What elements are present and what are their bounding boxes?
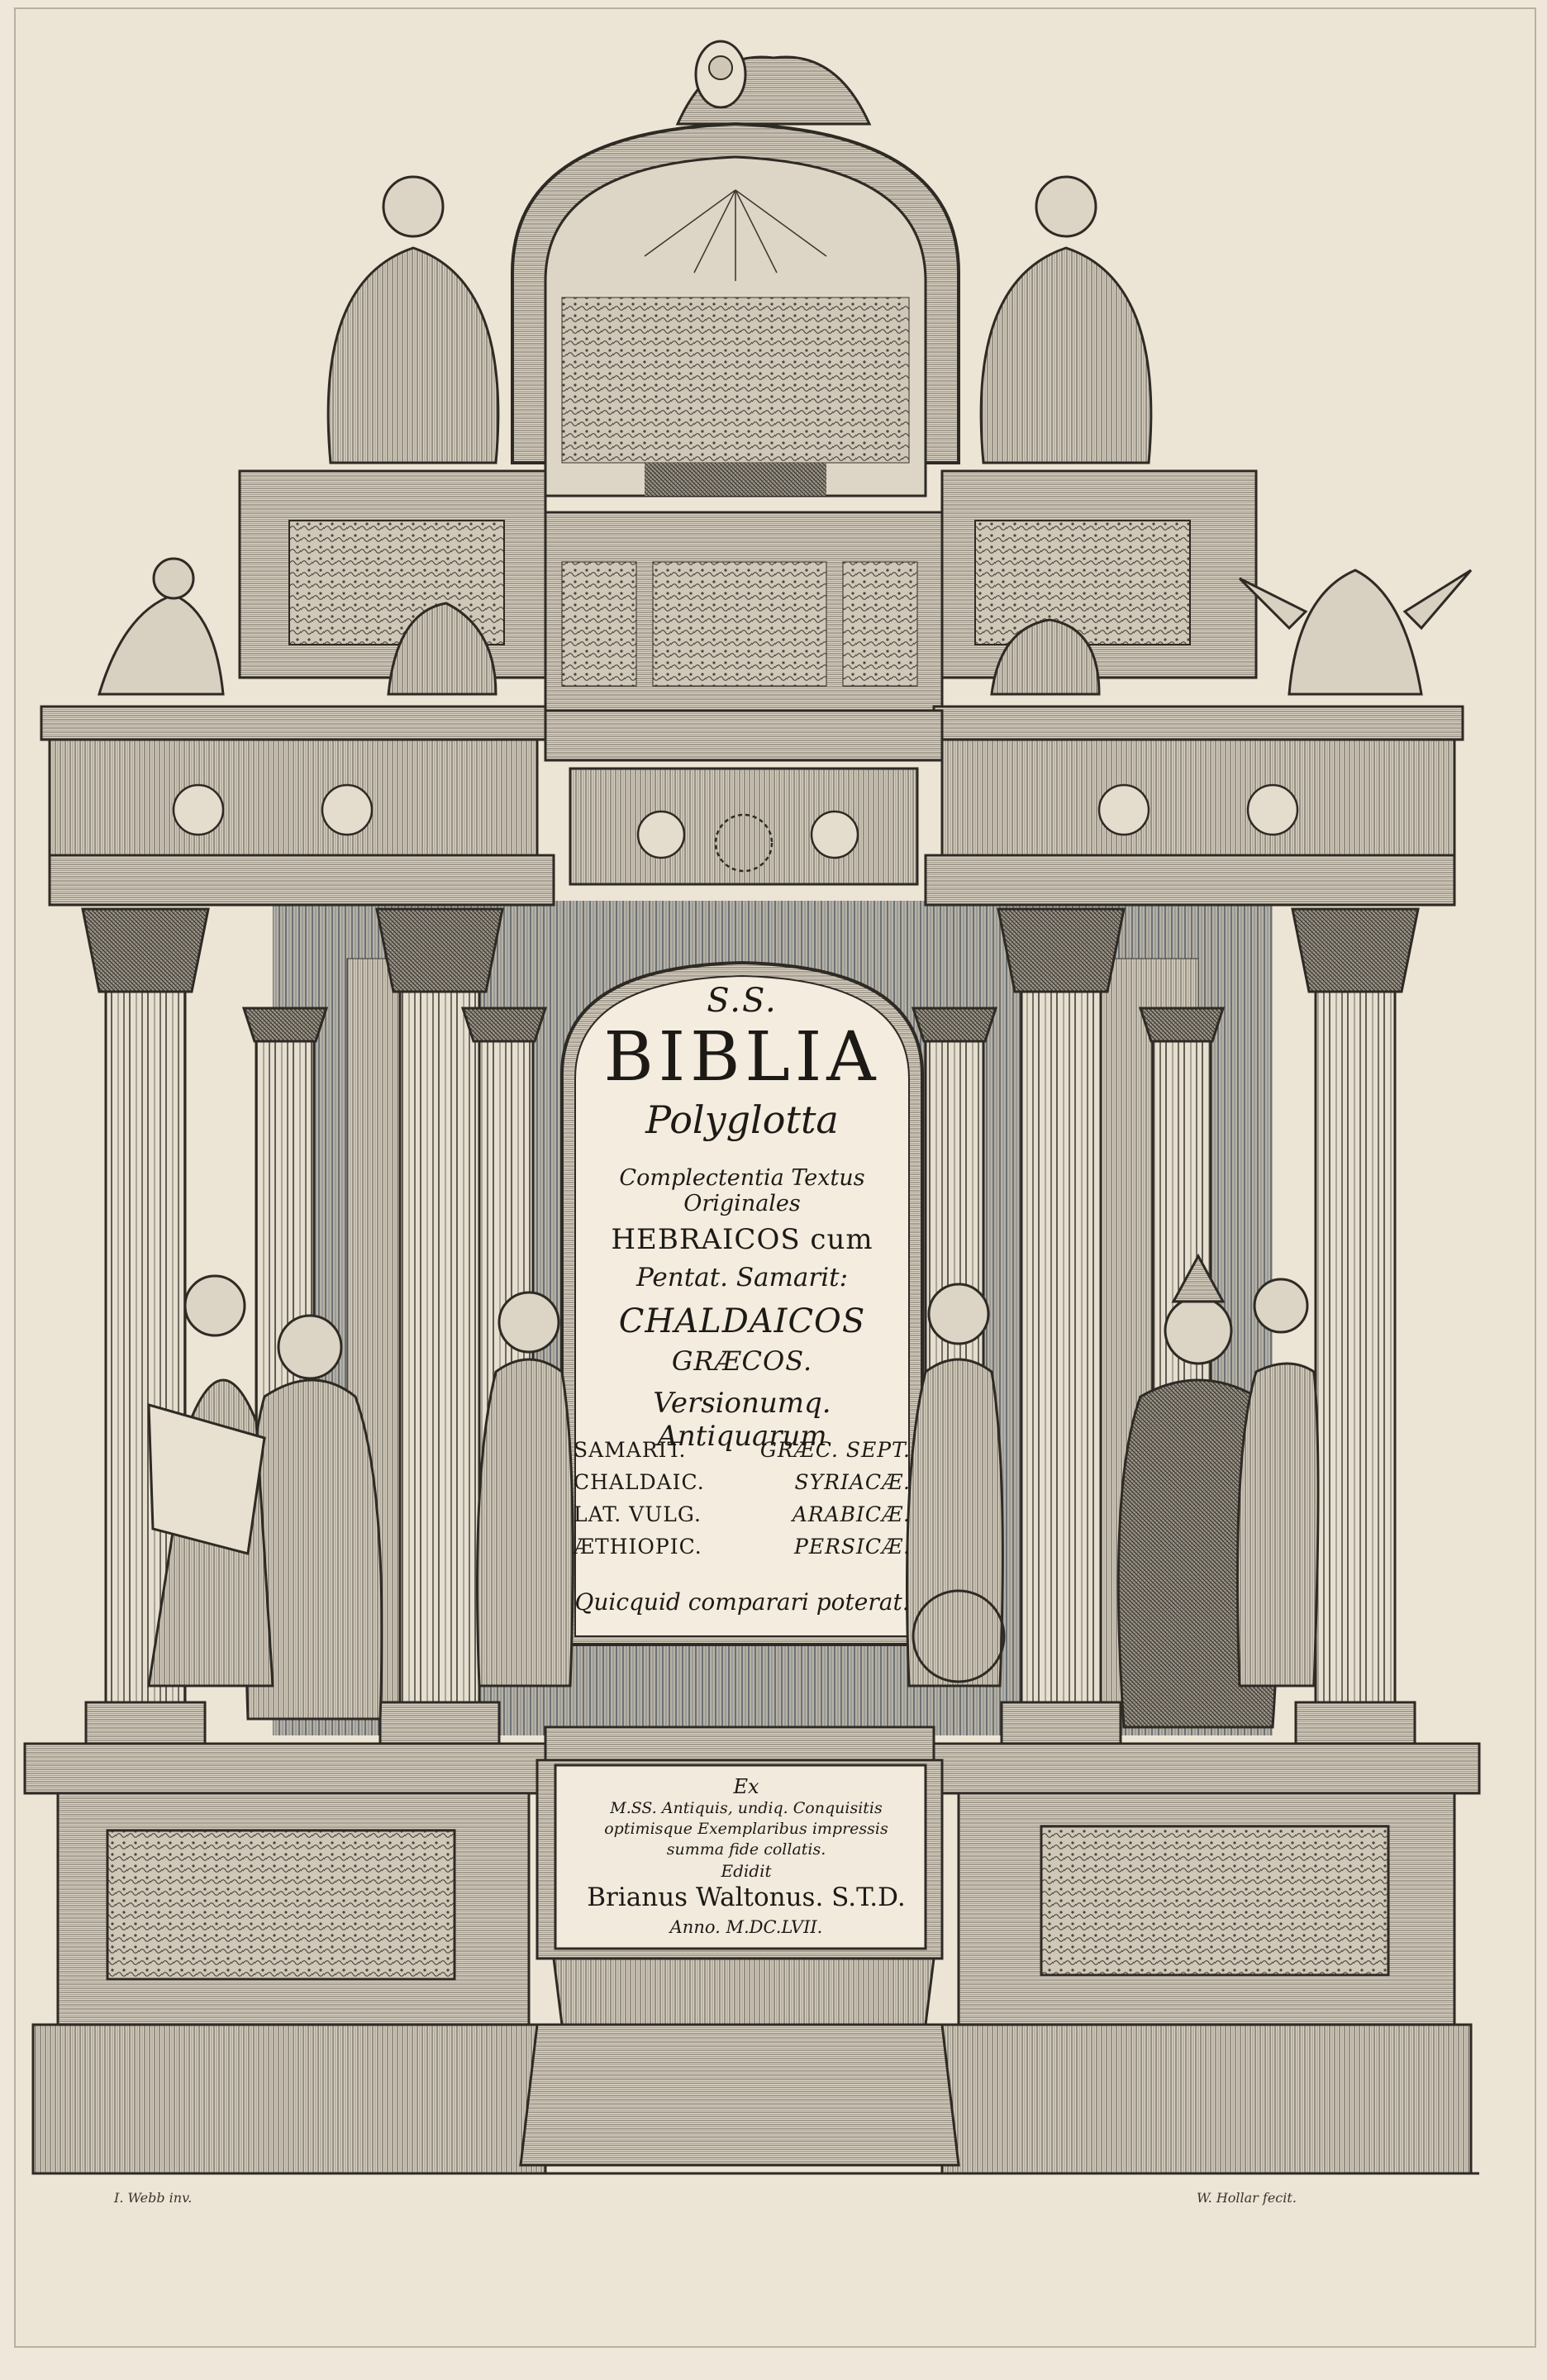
imprint-year: Anno. M.DC.LVII.: [669, 1917, 823, 1937]
version-item: LAT. VULG.: [574, 1502, 702, 1526]
main-subtitle: Polyglotta: [645, 1097, 839, 1142]
pentateuch-line: Pentat. Samarit:: [635, 1263, 849, 1292]
version-item: CHALDAIC.: [574, 1470, 705, 1494]
main-title: BIBLIA: [603, 1018, 881, 1097]
version-item: SYRIACÆ.: [794, 1470, 911, 1494]
version-item: ARABICÆ.: [792, 1502, 911, 1526]
hebraicos-line: HEBRAICOS cum: [611, 1223, 873, 1256]
title-prefix: S.S.: [707, 982, 778, 1020]
title-panel: [569, 975, 916, 1636]
designer-credit: I. Webb inv.: [114, 2190, 193, 2206]
quicquid-line: Quicquid comparari poterat.: [574, 1588, 910, 1616]
version-item: SAMARIT.: [574, 1438, 687, 1462]
graecos-line: GRÆCOS.: [671, 1345, 813, 1377]
imprint-edidit: Edidit: [721, 1861, 772, 1881]
version-item: GRÆC. SEPT.: [759, 1438, 911, 1462]
imprint-ex: Ex: [733, 1775, 759, 1798]
version-item: PERSICÆ.: [794, 1535, 911, 1559]
imprint-editor: Brianus Waltonus. S.T.D.: [587, 1883, 906, 1912]
versions-list: [574, 1438, 911, 1559]
version-item: ÆTHIOPIC.: [574, 1535, 702, 1559]
chaldaicos-line: CHALDAICOS: [618, 1302, 866, 1340]
versionum-line: Versionumq. Antiquarum: [653, 1387, 831, 1453]
imprint-sources: M.SS. Antiquis, undiq. Conquisitis optimisque Exemplaribus impressis summa fide collatis.: [604, 1799, 888, 1859]
imprint-tablet: [567, 1768, 926, 1944]
engraver-credit: W. Hollar fecit.: [1197, 2190, 1297, 2206]
complectentia-line: Complectentia Textus Originales: [619, 1165, 865, 1216]
